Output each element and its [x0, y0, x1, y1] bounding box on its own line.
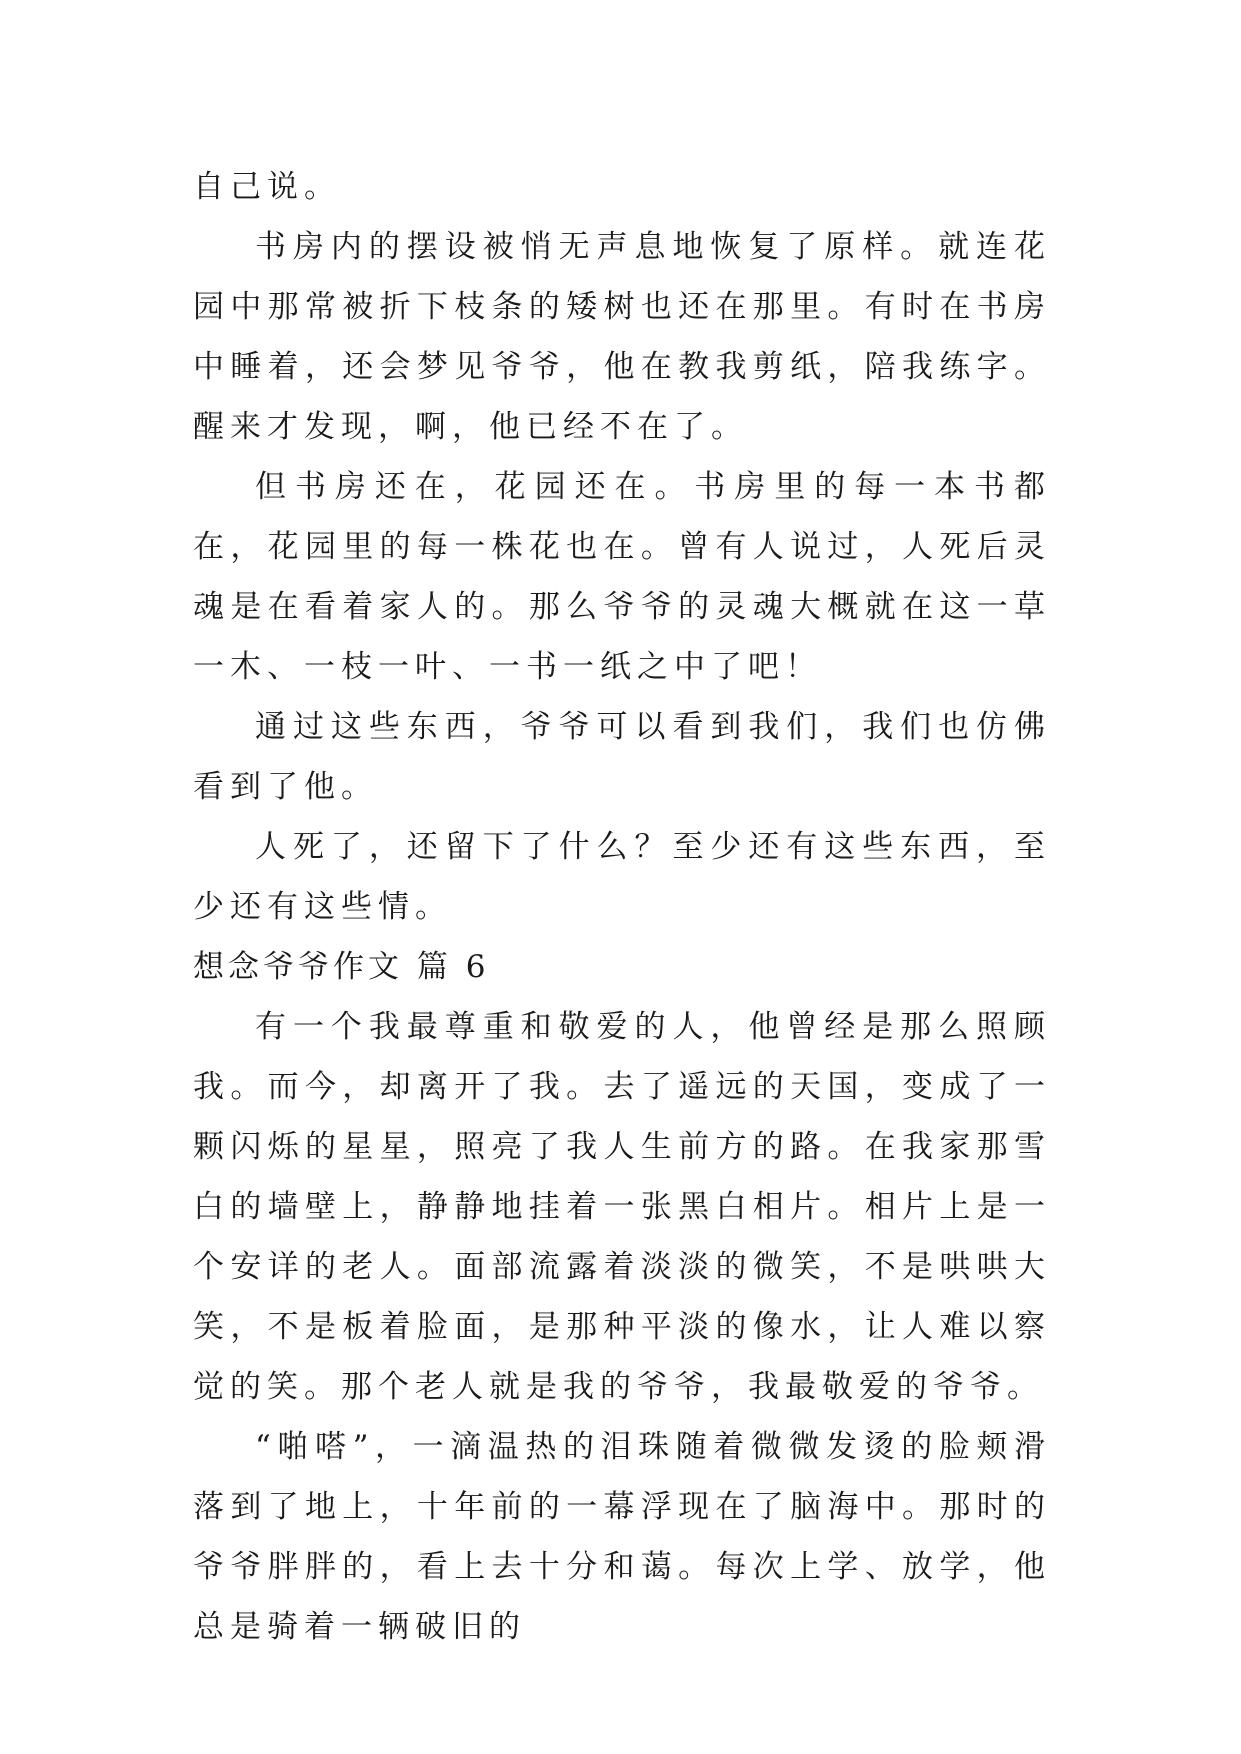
- paragraph-garden: 但书房还在，花园还在。书房里的每一本书都在，花园里的每一株花也在。曾有人说过，人死后灵魂是在看着家人的。那么爷爷的灵魂大概就在这一草一木、一枝一叶、一书一纸之中了吧！: [193, 469, 1051, 685]
- paragraph-tear-memory: “啪嗒”，一滴温热的泪珠随着微微发烫的脸颊滑落到了地上，十年前的一幕浮现在了脑海中。那时的爷爷胖胖的，看上去十分和蔼。每次上学、放学，他总是骑着一辆破旧的: [193, 1429, 1051, 1645]
- paragraph-what-remains: 人死了，还留下了什么？至少还有这些东西，至少还有这些情。: [193, 829, 1051, 925]
- paragraph-respected-person: 有一个我最尊重和敬爱的人，他曾经是那么照顾我。而今，却离开了我。去了遥远的天国，变成了一颗闪烁的星星，照亮了我人生前方的路。在我家那雪白的墙壁上，静静地挂着一张黑白相片。相片上是一个安详的老人。面部流露着淡淡的微笑，不是哄哄大笑，不是板着脸面，是那种平淡的像水，让人难以察觉的笑。那个老人就是我的爷爷，我最敬爱的爷爷。: [193, 1009, 1051, 1405]
- document-body: [193, 157, 1051, 1657]
- paragraph-study-room: 书房内的摆设被悄无声息地恢复了原样。就连花园中那常被折下枝条的矮树也还在那里。有时在书房中睡着，还会梦见爷爷，他在教我剪纸，陪我练字。醒来才发现，啊，他已经不在了。: [193, 229, 1051, 445]
- section-title: 想念爷爷作文 篇 6: [193, 949, 490, 985]
- paragraph-through-things: 通过这些东西，爷爷可以看到我们，我们也仿佛看到了他。: [193, 709, 1051, 805]
- paragraph-continuation: 自己说。: [193, 169, 341, 205]
